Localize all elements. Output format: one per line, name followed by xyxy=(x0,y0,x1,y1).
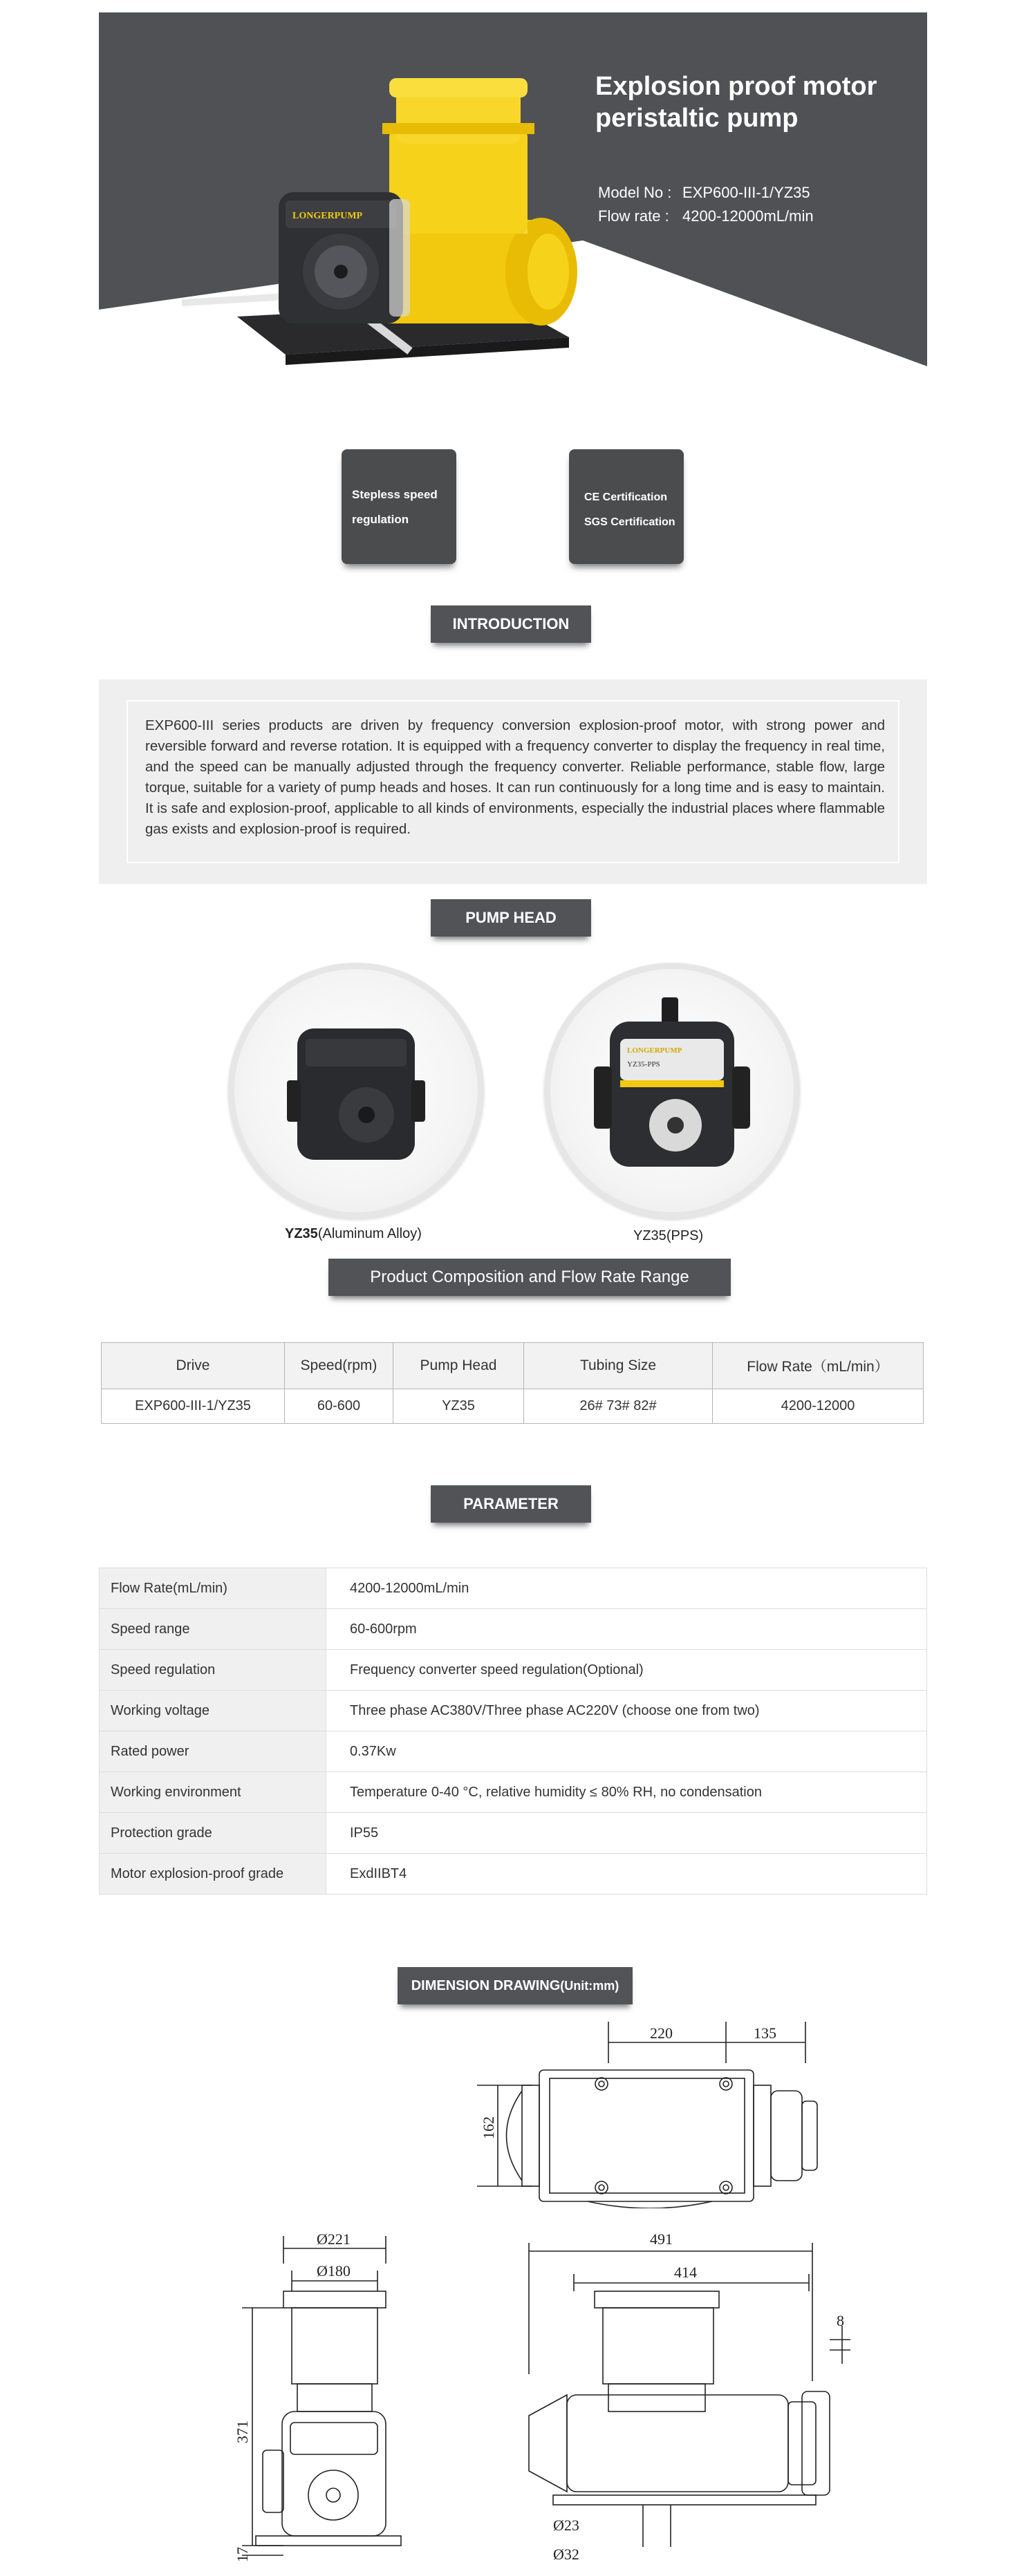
dim-top-220: 220 xyxy=(650,2024,673,2042)
col-drive: Drive xyxy=(102,1343,285,1389)
dim-top-162: 162 xyxy=(480,2116,497,2139)
flow-label: Flow rate : xyxy=(598,207,669,225)
dim-front-491: 491 xyxy=(650,2230,673,2248)
col-tubing-size: Tubing Size xyxy=(524,1343,713,1389)
caption-pps: YZ35(PPS) xyxy=(633,1228,704,1243)
table-header-row xyxy=(102,1343,924,1389)
dim-side-221: Ø221 xyxy=(317,2230,351,2248)
model-number-row xyxy=(598,184,810,202)
section-label-pump-head: PUMP HEAD xyxy=(431,899,591,937)
dimension-side-view xyxy=(214,2222,422,2564)
dim-side-180: Ø180 xyxy=(317,2262,351,2279)
dim-front-8: 8 xyxy=(837,2312,844,2329)
pps-head-label: YZ35-PPS xyxy=(627,1060,660,1069)
introduction-text: EXP600-III series products are driven by frequency conversion explosion-proof motor, with strong power and reversible forward and reverse rotation. It is equipped with a frequency converter to display the frequency in real time, and the speed can be manually adjusted through the frequency converter. Reliable performance, stable flow, large torque, suitable for a variety of pump heads and hoses. It can run continuously for a long time and is easy to maintain. It is safe and explosion-proof, applicable to all kinds of environments, especially the industrial places where flammable gas exists and explosion-proof is required. xyxy=(145,717,885,837)
dim-side-17: 17 xyxy=(234,2547,251,2562)
col-speed: Speed(rpm) xyxy=(285,1343,393,1389)
section-label-parameter: PARAMETER xyxy=(431,1485,591,1523)
table-row: EXP600-III-1/YZ35 60-600 YZ35 26# 73# 82# 4200-12000 xyxy=(102,1389,924,1424)
pump-head-pps-image xyxy=(544,963,800,1219)
model-value: EXP600-III-1/YZ35 xyxy=(682,184,810,201)
composition-table xyxy=(101,1342,924,1424)
dim-front-23: Ø23 xyxy=(553,2517,579,2534)
hero-banner xyxy=(99,12,927,366)
product-title: Explosion proof motor peristaltic pump xyxy=(595,72,877,133)
pump-head-aluminum-circle xyxy=(228,963,484,1219)
table-row: Working environment Temperature 0-40 °C, relative humidity ≤ 80% RH, no condensation xyxy=(100,1772,927,1813)
col-flow-rate: Flow Rate（mL/min） xyxy=(713,1343,924,1389)
caption-aluminum: YZ35(Aluminum Alloy) xyxy=(285,1226,422,1241)
table-row: Speed range 60-600rpm xyxy=(100,1609,927,1650)
flow-rate-row xyxy=(598,207,814,225)
table-row: Flow Rate(mL/min) 4200-12000mL/min xyxy=(100,1568,927,1609)
pump-brand-logo: LONGERPUMP xyxy=(292,211,363,221)
pump-head-aluminum-image xyxy=(228,963,484,1219)
dim-top-135: 135 xyxy=(754,2024,776,2042)
table-row: Motor explosion-proof grade ExdIIBT4 xyxy=(100,1854,927,1895)
dim-front-32: Ø32 xyxy=(553,2546,579,2563)
pump-product-image xyxy=(182,40,624,365)
section-label-composition: Product Composition and Flow Rate Range xyxy=(328,1259,731,1296)
feature-stepless-speed: Stepless speed regulation xyxy=(342,449,456,564)
table-row: Rated power 0.37Kw xyxy=(100,1731,927,1772)
pump-head-pps-circle xyxy=(544,963,800,1219)
section-label-introduction: INTRODUCTION xyxy=(431,605,591,643)
model-label: Model No : xyxy=(598,184,672,201)
table-row: Speed regulation Frequency converter speed regulation(Optional) xyxy=(100,1650,927,1691)
table-row: Working voltage Three phase AC380V/Three phase AC220V (choose one from two) xyxy=(100,1691,927,1731)
dimension-front-view xyxy=(525,2222,850,2564)
table-row: Protection grade IP55 xyxy=(100,1813,927,1854)
feature-certification: CE Certification SGS Certification xyxy=(569,449,684,564)
dimension-top-view xyxy=(477,2022,837,2208)
pps-brand-logo: LONGERPUMP xyxy=(627,1046,682,1055)
parameter-table xyxy=(99,1568,927,1895)
dim-front-414: 414 xyxy=(674,2264,697,2281)
col-pump-head: Pump Head xyxy=(393,1343,524,1389)
dim-side-371: 371 xyxy=(234,2420,251,2443)
section-label-dimension: DIMENSION DRAWING(Unit:mm) xyxy=(398,1967,633,2004)
flow-value: 4200-12000mL/min xyxy=(682,207,814,225)
